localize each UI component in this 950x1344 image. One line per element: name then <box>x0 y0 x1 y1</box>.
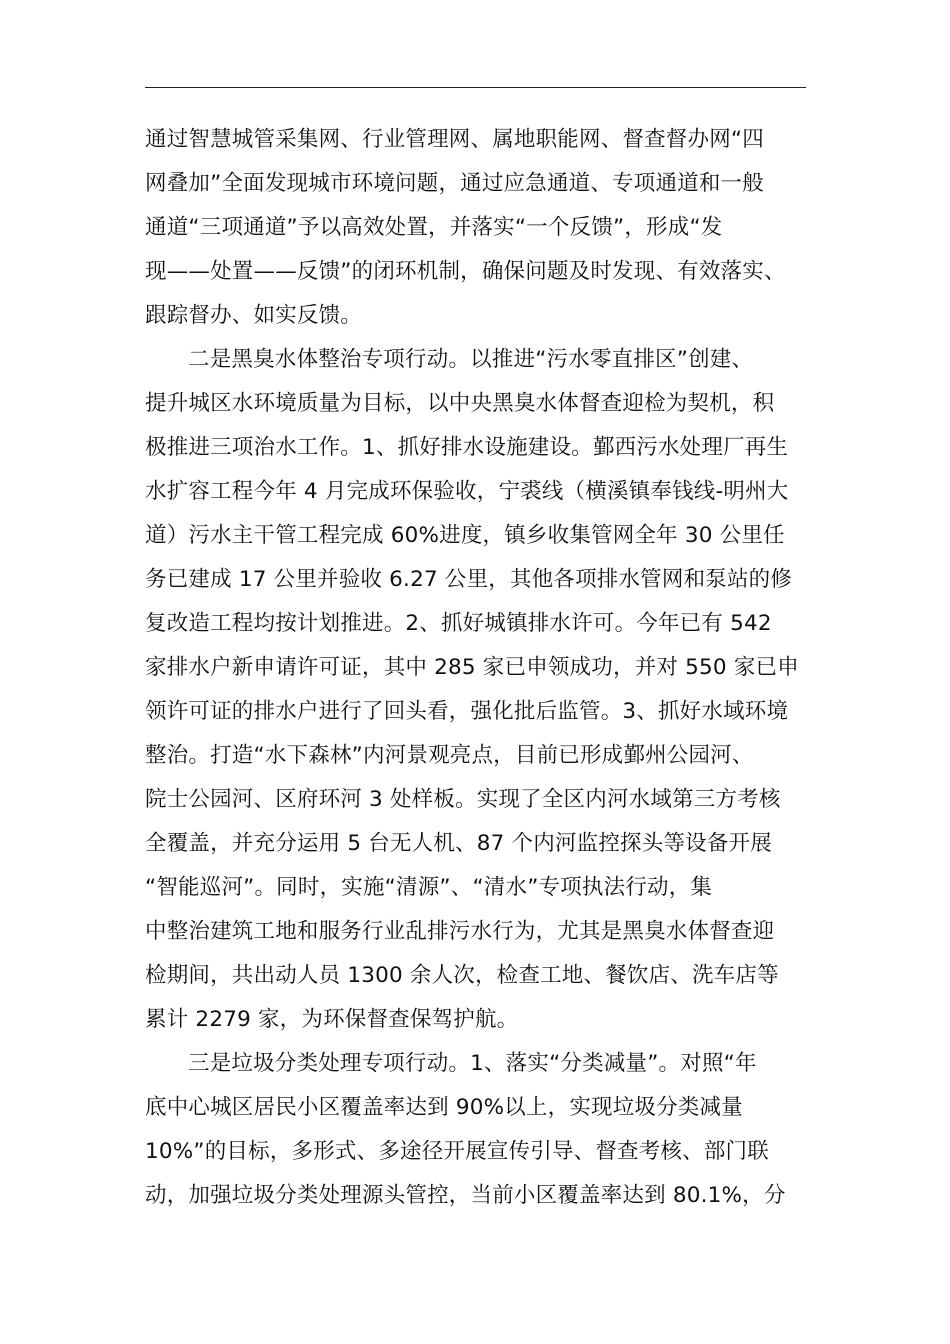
text-line: 道）污水主干管工程完成 60%进度，镇乡收集管网全年 30 公里任 <box>145 523 785 548</box>
text-line: 通道“三项通道”予以高效处置，并落实“一个反馈”，形成“发 <box>145 215 723 240</box>
header-rule <box>145 87 806 88</box>
text-line: 全覆盖，并充分运用 5 台无人机、87 个内河监控探头等设备开展 <box>145 831 772 856</box>
text-line: 中整治建筑工地和服务行业乱排污水行为，尤其是黑臭水体督查迎 <box>145 919 775 944</box>
text-line: 极推进三项治水工作。1、抓好排水设施建设。鄞西污水处理厂再生 <box>145 435 789 460</box>
text-line: 家排水户新申请许可证，其中 285 家已申领成功，并对 550 家已申 <box>145 655 799 680</box>
text-line: 动，加强垃圾分类处理源头管控，当前小区覆盖率达到 80.1%，分 <box>145 1183 786 1208</box>
text-line: 院士公园河、区府环河 3 处样板。实现了全区内河水域第三方考核 <box>145 787 781 812</box>
text-line: 提升城区水环境质量为目标，以中央黑臭水体督查迎检为契机，积 <box>145 391 775 416</box>
text-line: 务已建成 17 公里并验收 6.27 公里，其他各项排水管网和泵站的修 <box>145 567 793 592</box>
text-line: 领许可证的排水户进行了回头看，强化批后监管。3、抓好水域环境 <box>145 699 789 724</box>
document-body <box>145 118 835 1218</box>
text-line: 底中心城区居民小区覆盖率达到 90%以上，实现垃圾分类减量 <box>145 1095 743 1120</box>
paragraph-start-line: 二是黑臭水体整治专项行动。以推进“污水零直排区”创建、 <box>188 347 754 372</box>
text-line: “智能巡河”。同时，实施“清源”、“清水”专项执法行动，集 <box>145 875 713 900</box>
text-line: 水扩容工程今年 4 月完成环保验收，宁裘线（横溪镇奉钱线-明州大 <box>145 479 789 504</box>
text-line: 通过智慧城管采集网、行业管理网、属地职能网、督查督办网“四 <box>145 127 764 152</box>
text-line: 检期间，共出动人员 1300 余人次，检查工地、餐饮店、洗车店等 <box>145 963 779 988</box>
text-line: 跟踪督办、如实反馈。 <box>145 303 363 328</box>
paragraph-start-line: 三是垃圾分类处理专项行动。1、落实“分类减量”。对照“年 <box>188 1051 757 1076</box>
text-line: 现——处置——反馈”的闭环机制，确保问题及时发现、有效落实、 <box>145 259 786 284</box>
text-line: 累计 2279 家，为环保督查保驾护航。 <box>145 1007 519 1032</box>
text-line: 复改造工程均按计划推进。2、抓好城镇排水许可。今年已有 542 <box>145 611 772 636</box>
text-line: 10%”的目标，多形式、多途径开展宣传引导、督查考核、部门联 <box>145 1139 769 1164</box>
text-line: 网叠加”全面发现城市环境问题，通过应急通道、专项通道和一般 <box>145 171 764 196</box>
text-line: 整治。打造“水下森林”内河景观亮点，目前已形成鄞州公园河、 <box>145 743 754 768</box>
